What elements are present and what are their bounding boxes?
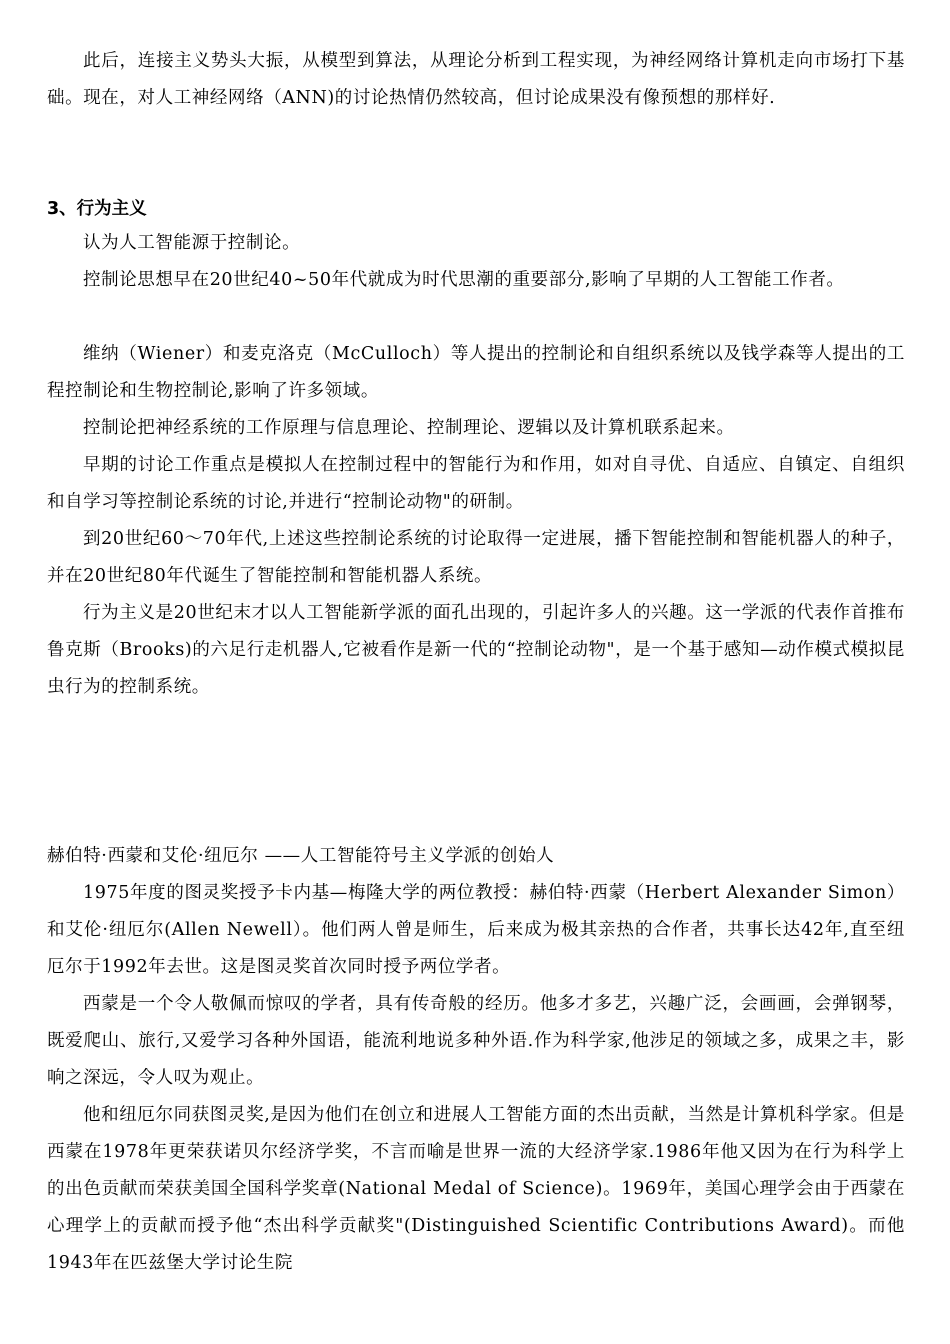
paragraph-behaviorism-1: 认为人工智能源于控制论。 (83, 233, 301, 253)
paragraph-behaviorism-6: 到20世纪60～70年代,上述这些控制论系统的讨论取得一定进展，播下智能控制和智能机器人的种子，并在20世纪80年代诞生了智能控制和智能机器人系统。 (47, 529, 905, 586)
section-title-simon-newell: 赫伯特·西蒙和艾伦·纽厄尔 ——人工智能符号主义学派的创始人 (47, 846, 555, 866)
paragraph-behaviorism-2: 控制论思想早在20世纪40~50年代就成为时代思潮的重要部分,影响了早期的人工智能工作者。 (83, 270, 845, 290)
paragraph-turing-award: 1975年度的图灵奖授予卡内基—梅隆大学的两位教授：赫伯特·西蒙（Herbert Alexander Simon）和艾伦·纽厄尔(Allen Newell）。他们两人曾是师生，后来成为极其亲热的合作者，共事长达42年,直至纽厄尔于1992年去世。这是图灵奖首次同时授予两位学者。 (47, 883, 905, 977)
paragraph-behaviorism-3: 维纳（Wiener）和麦克洛克（McCulloch）等人提出的控制论和自组织系统以及钱学森等人提出的工程控制论和生物控制论,影响了许多领域。 (47, 344, 905, 401)
paragraph-connectionism-outlook: 此后，连接主义势头大振，从模型到算法，从理论分析到工程实现，为神经网络计算机走向市场打下基础。现在，对人工神经网络（ANN)的讨论热情仍然较高，但讨论成果没有像预想的那样好. (47, 51, 905, 108)
paragraph-behaviorism-5: 早期的讨论工作重点是模拟人在控制过程中的智能行为和作用，如对自寻优、自适应、自镇定、自组织和自学习等控制论系统的讨论,并进行“控制论动物"的研制。 (47, 455, 905, 512)
paragraph-simon-biography: 西蒙是一个令人敬佩而惊叹的学者，具有传奇般的经历。他多才多艺，兴趣广泛，会画画，会弹钢琴，既爱爬山、旅行,又爱学习各种外国语，能流利地说多种外语.作为科学家,他涉足的领域之多，成果之丰，影响之深远，令人叹为观止。 (47, 994, 905, 1088)
paragraph-simon-achievements: 他和纽厄尔同获图灵奖,是因为他们在创立和进展人工智能方面的杰出贡献，当然是计算机科学家。但是西蒙在1978年更荣获诺贝尔经济学奖，不言而喻是世界一流的大经济学家.1986年他又因为在行为科学上的出色贡献而荣获美国全国科学奖章(National Medal of Science)。1969年，美国心理学会由于西蒙在心理学上的贡献而授予他“杰出科学贡献奖"(Distinguished Scientific Contributions Award)。而他1943年在匹兹堡大学讨论生院 (47, 1105, 905, 1273)
section-heading-behaviorism: 3、行为主义 (47, 199, 147, 219)
paragraph-behaviorism-4: 控制论把神经系统的工作原理与信息理论、控制理论、逻辑以及计算机联系起来。 (83, 418, 735, 438)
paragraph-behaviorism-7: 行为主义是20世纪末才以人工智能新学派的面孔出现的，引起许多人的兴趣。这一学派的代表作首推布鲁克斯（Brooks)的六足行走机器人,它被看作是新一代的“控制论动物"，是一个基于感知—动作模式模拟昆虫行为的控制系统。 (47, 603, 905, 697)
